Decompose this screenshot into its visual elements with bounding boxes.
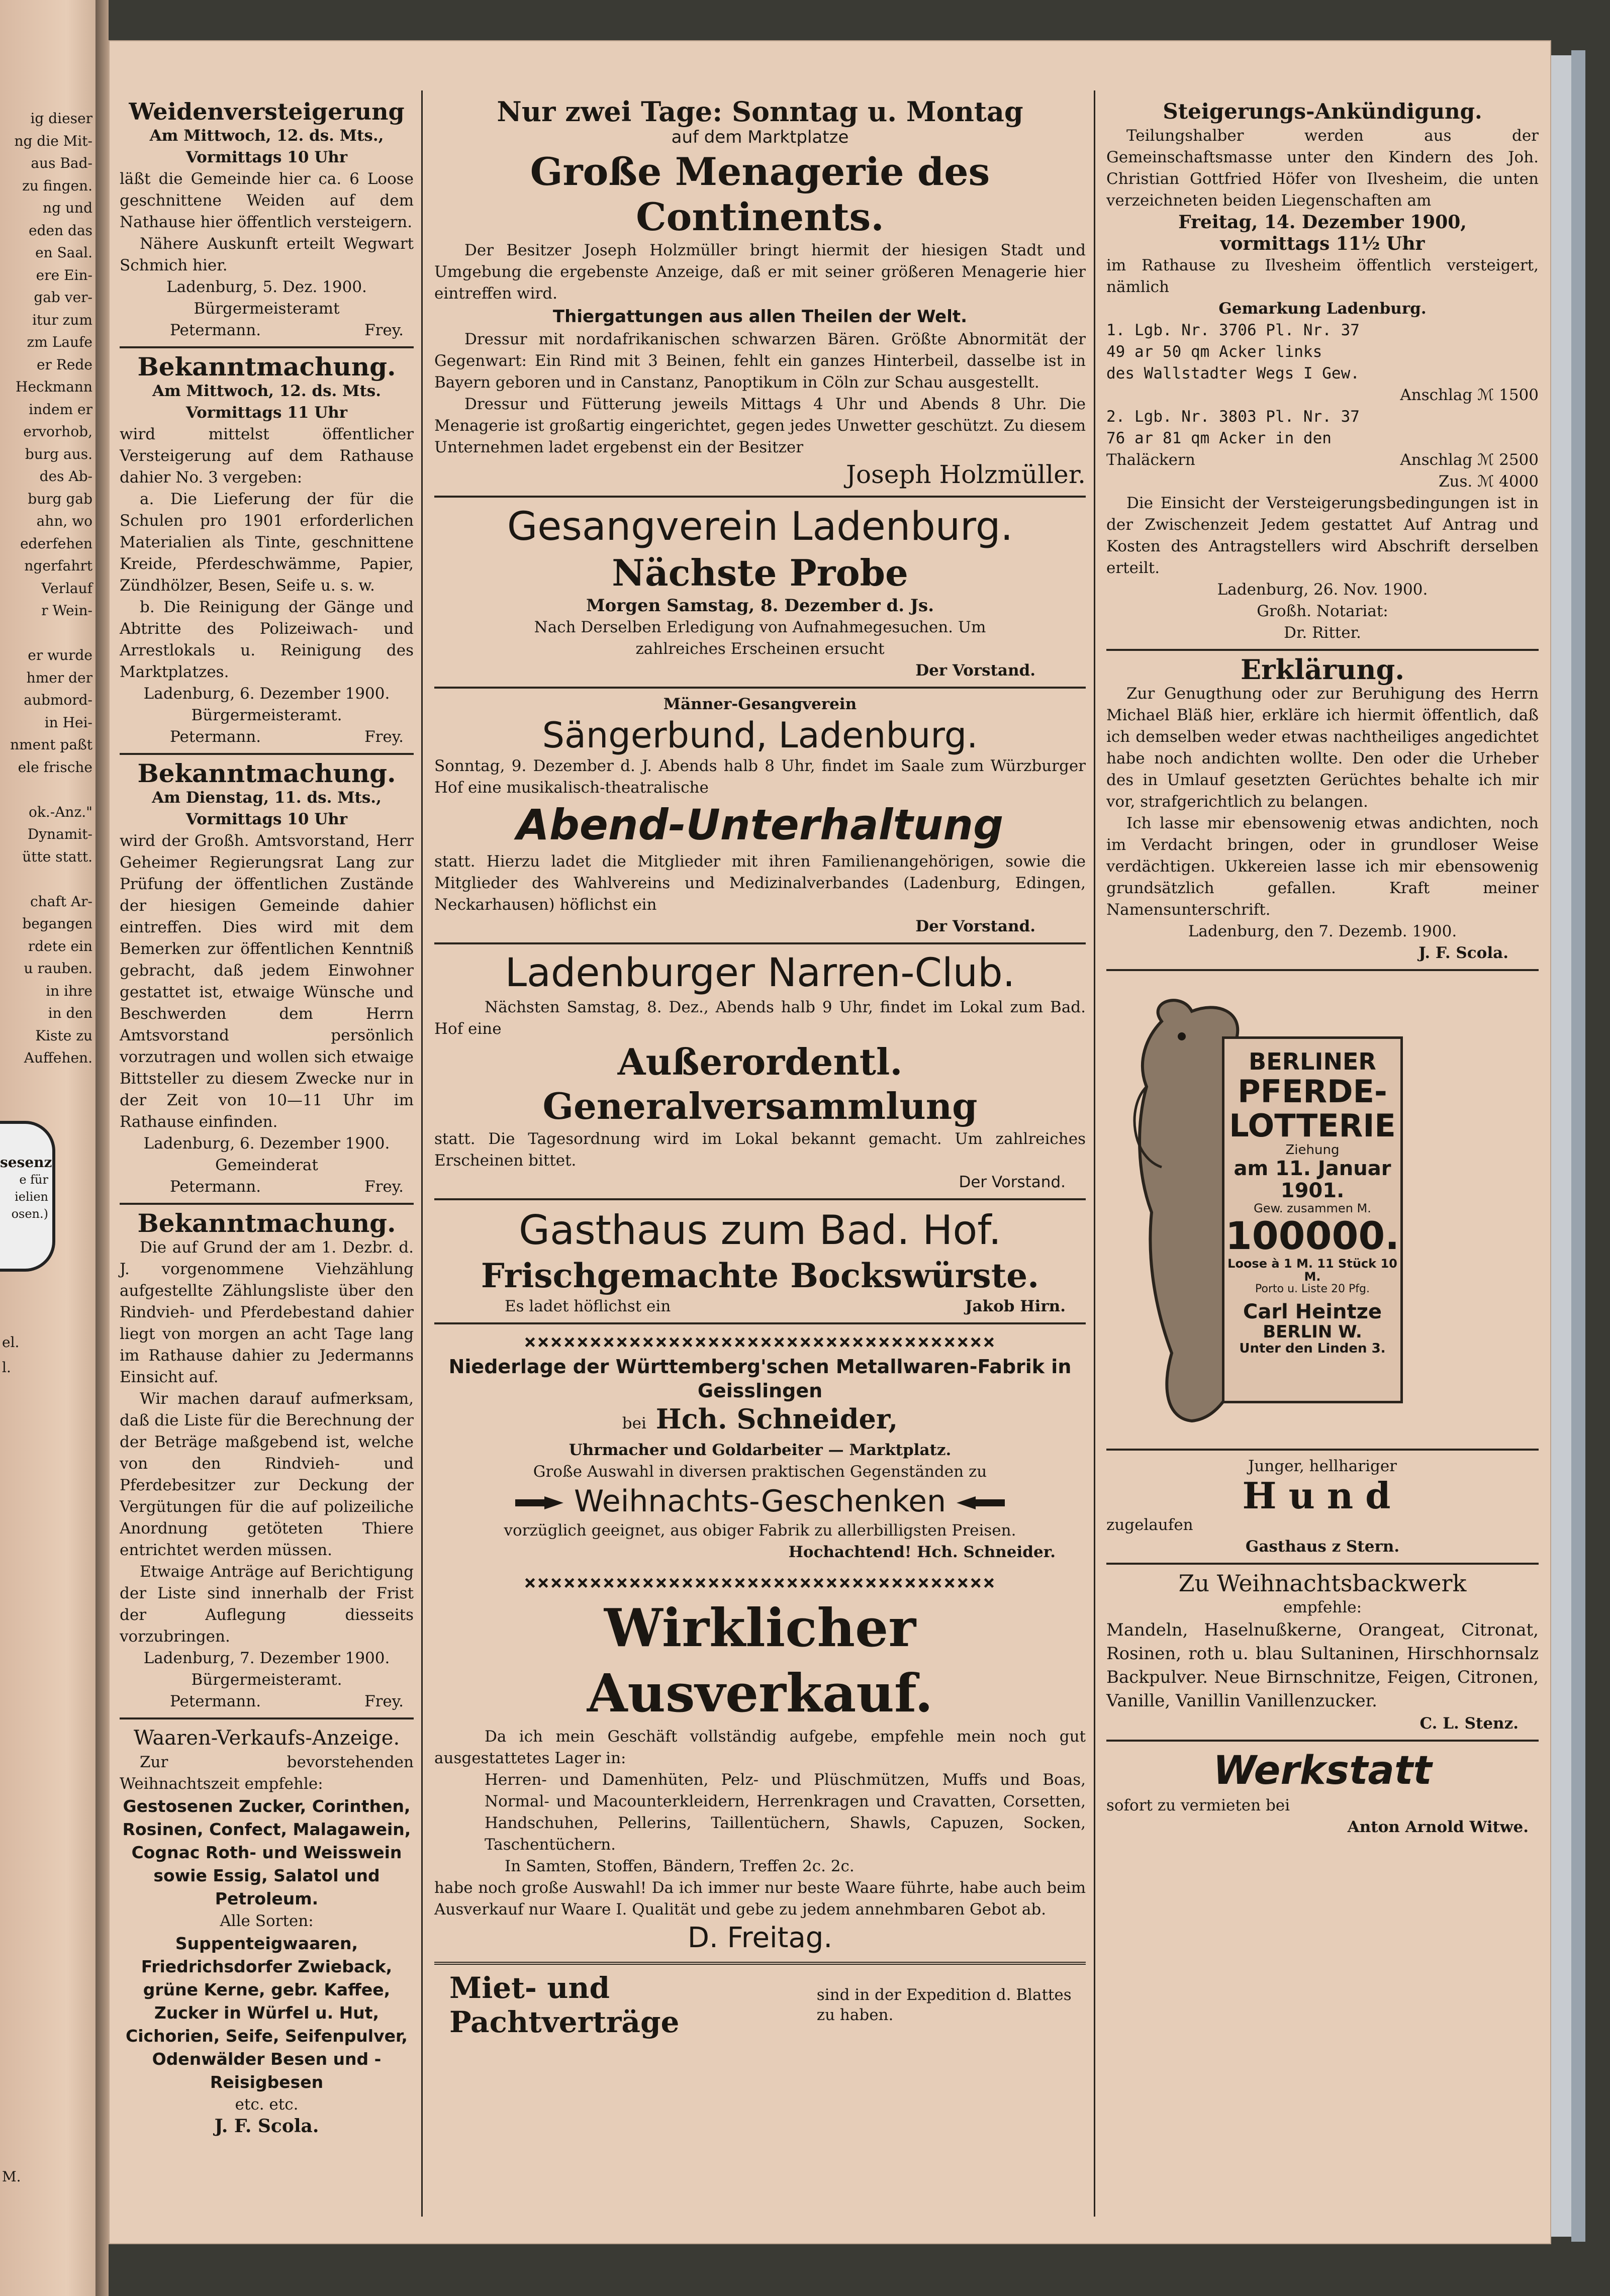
ad-title: Ladenburger Narren-Club. <box>505 950 1015 996</box>
column-middle <box>434 95 1086 2039</box>
ad-office: Gemeinderat <box>215 1156 318 1174</box>
ad-item-1a: 1. Lgb. Nr. 3706 Pl. Nr. 37 <box>1106 321 1360 339</box>
ad-narren-club <box>434 949 1086 1193</box>
ad-body-2: Dressur mit nordafrikanischen schwarzen Bären. Größte Abnormität der Gegenwart: Ein Rind mit 3 Beinen, fehlt ein ganzes Hinterbeil, dasselbe ist in Bayern geboren und in Canstanz, Panoptikum in Cöln zur Schau ausgestellt. <box>434 330 1086 392</box>
ad-info: Nähere Auskunft erteilt Wegwart Schmich hier. <box>120 235 414 274</box>
previous-page-fragment-line: er wurde <box>28 647 92 663</box>
previous-page-fragment-line: in ihre <box>46 982 92 999</box>
previous-page-fragment-line: r Wein- <box>41 602 92 619</box>
previous-page-fragment-line: ahn, wo <box>36 513 92 529</box>
previous-page-fragment-line: ütte statt. <box>22 848 92 865</box>
ad-title: Erklärung. <box>1240 653 1405 686</box>
ad-body: Mandeln, Haselnußkerne, Orangeat, Citronat, Rosinen, roth u. blau Sultaninen, Hirschhornsalz Backpulver. Neue Birnschnitze, Feigen, Citronen, Vanille, Vanillin Vanillenzucker. <box>1106 1620 1539 1711</box>
ad-bei: bei <box>622 1414 646 1432</box>
ad-signature: Jakob Hirn. <box>965 1297 1066 1315</box>
ad-body-3: Dressur und Fütterung jeweils Mittags 4 Uhr und Abends 8 Uhr. Die Menagerie ist großartig eingerichtet, gegen jedes Unwetter geschützt. Zu diesem Unternehmen ladet ergebenst ein der Besitzer <box>434 395 1086 456</box>
ad-item-a: a. Die Lieferung der für die Schulen pro 1901 erforderlichen Materialien als Tinte, geschnittene Kreide, Pferdeschwämme, Papier, Zündhölzer, Besen, Seife u. s. w. <box>120 490 414 595</box>
column-rule-1 <box>421 90 423 2217</box>
ad-signature: J. F. Scola. <box>214 2116 319 2137</box>
ad-pre: Männer-Gesangverein <box>663 695 857 713</box>
previous-page-fragment-line: ngerfahrt <box>24 557 92 574</box>
previous-page-fragment-line: chaft Ar- <box>30 893 92 910</box>
ad-place: Ladenburg, 26. Nov. 1900. <box>1217 581 1428 599</box>
previous-page-fragment-line: begangen <box>22 915 92 932</box>
ad-headline: Außerordentl. Generalversammlung <box>542 1040 978 1127</box>
ad-date: Am Dienstag, 11. ds. Mts., <box>152 789 382 807</box>
ad-signature: C. L. Stenz. <box>1419 1714 1519 1733</box>
previous-page-fragment-line: ng und <box>43 200 92 216</box>
ornament-row: ×××××××××××××××××××××××××××××××××××× <box>524 1330 996 1354</box>
ad-title: Miet- und Pachtverträge <box>449 1971 680 2039</box>
ad-body-3: Etwaige Anträge auf Berichtigung der Liste sind innerhalb der Frist der Auflegung diesseits vorzubringen. <box>120 1563 414 1646</box>
previous-page-fragment-line: eden das <box>29 222 92 239</box>
ad-title: Hund <box>1242 1474 1403 1517</box>
previous-page-fragment-line: Heckmann <box>16 378 92 395</box>
previous-page-fragment-line: ig dieser <box>30 110 92 127</box>
previous-page-fragment-line: ervorhob, <box>23 423 92 440</box>
ad-title: Gasthaus zum Bad. Hof. <box>518 1207 1002 1254</box>
ad-list-2: In Samten, Stoffen, Bändern, Treffen 2c. 2c. <box>505 1857 855 1875</box>
previous-page-fragment-line: aus Bad- <box>31 155 92 171</box>
pointing-hand-left-icon <box>956 1494 1006 1511</box>
pointing-hand-right-icon <box>514 1494 564 1511</box>
divider <box>1106 649 1539 651</box>
ad-place: Ladenburg, den 7. Dezemb. 1900. <box>1188 922 1457 940</box>
ad-body: sofort zu vermieten bei <box>1106 1796 1290 1814</box>
ad-title: Bekanntmachung. <box>137 352 396 381</box>
ad-body: vorzüglich geeignet, aus obiger Fabrik zu allerbilligsten Preisen. <box>504 1521 1016 1540</box>
ad-intro: Große Auswahl in diversen praktischen Gegenständen zu <box>533 1463 987 1481</box>
ad-sub: Alle Sorten: <box>220 1912 314 1930</box>
previous-page-frag-bottom-2: l. <box>2 1359 11 1376</box>
ad-signature: Dr. Ritter. <box>1284 624 1361 642</box>
column-rule-2 <box>1094 90 1095 2217</box>
binding-edge <box>1571 50 1585 2242</box>
divider <box>434 1322 1086 1324</box>
previous-page-fragment-line: ok.-Anz." <box>29 803 92 820</box>
ad-signature: Der Vorstand. <box>915 661 1035 680</box>
ad-time: Vormittags 10 Uhr <box>185 810 348 828</box>
ad-mid: Thiergattungen aus allen Theilen der Welt. <box>552 307 968 327</box>
ad-place: Ladenburg, 7. Dezember 1900. <box>143 1649 390 1667</box>
stamp-sub-2: ielien <box>15 1190 48 1204</box>
ad-headline: Weihnachts-Geschenken <box>574 1484 946 1519</box>
ad-signature: Hochachtend! Hch. Schneider. <box>788 1543 1056 1561</box>
previous-page-corner: M. <box>2 2168 21 2185</box>
ad-etc: etc. etc. <box>235 2095 299 2114</box>
previous-page-fragment-line: itur zum <box>32 311 92 328</box>
previous-page-fragment-line: aubmord- <box>24 692 92 708</box>
divider <box>120 1717 414 1719</box>
ad-place: Ladenburg, 5. Dez. 1900. <box>166 278 367 296</box>
ad-werkstatt <box>1106 1747 1539 1838</box>
sig-left: Petermann. <box>170 321 261 339</box>
previous-page-fragment-line: Verlauf <box>41 580 92 597</box>
lottery-line-1: BERLINER <box>1249 1048 1376 1075</box>
sig-right: Frey. <box>364 321 404 339</box>
ad-body: statt. Hierzu ladet die Mitglieder mit ihren Familienangehörigen, sowie die Mitglieder des Wahlvereins und Medizinalverbandes (Ladenburg, Edingen, Neckarhausen) höflichst ein <box>434 852 1086 914</box>
ad-erklaerung <box>1106 653 1539 964</box>
ad-gasthaus-bad-hof <box>434 1205 1086 1317</box>
ad-place: Ladenburg, 6. Dezember 1900. <box>143 685 390 703</box>
ad-item-1c: des Wallstadter Wegs I Gew. <box>1106 364 1360 382</box>
ad-title: Werkstatt <box>1213 1748 1432 1793</box>
ad-weihnachtsbackwerk <box>1106 1570 1539 1735</box>
newspaper-page <box>109 40 1551 2244</box>
ad-menagerie <box>434 95 1086 491</box>
stamp-sub-3: osen.) <box>11 1207 48 1221</box>
ad-body-2: im Rathause zu Ilvesheim öffentlich versteigert, nämlich <box>1106 256 1539 296</box>
lottery-line-3: LOTTERIE <box>1229 1107 1396 1144</box>
ad-date: Freitag, 14. Dezember 1900, <box>1178 212 1467 233</box>
ad-sum: Zus. ℳ 4000 <box>1438 472 1539 491</box>
ad-metallwaren <box>434 1329 1086 1563</box>
ad-list: Herren- und Damenhüten, Pelz- und Plüschmützen, Muffs und Boas, Normal- und Macounterkleidern, Herrenkragen und Cravatten, Corsetten, Handschuhen, Pellerins, Taillentüchern, Shawls, Capuzen, Socken, Taschentüchern. <box>485 1771 1086 1854</box>
sig-right: Frey. <box>364 728 404 746</box>
ad-vertraege <box>434 1971 1086 2039</box>
previous-page-fragment-line: er Rede <box>36 356 92 373</box>
ad-item-b: b. Die Reinigung der Gänge und Abtritte des Polizeiwach- und Arrestlokals u. Reinigung des Marktplatzes. <box>120 598 414 681</box>
lottery-line-11: Carl Heintze <box>1243 1300 1382 1323</box>
ad-bekanntmachung-3 <box>120 1210 414 1712</box>
ad-body-2: statt. Die Tagesordnung wird im Lokal bekannt gemacht. Um zahlreiches Erscheinen bittet. <box>434 1130 1086 1170</box>
divider <box>1106 1563 1539 1565</box>
lottery-line-6: 1901. <box>1280 1179 1345 1202</box>
ad-body: habe noch große Auswahl! Da ich immer nur beste Waare führte, habe auch beim Ausverkauf nur Waare I. Qualität und gebe zu jedem annehmbaren Gebot ab. <box>434 1879 1086 1919</box>
ad-body: sind in der Expedition d. Blattes zu haben. <box>816 1986 1072 2024</box>
ad-sub: Frischgemachte Bockswürste. <box>481 1256 1039 1295</box>
ad-office: Großh. Notariat: <box>1257 602 1388 620</box>
stamp-sub-1: e für <box>19 1173 48 1187</box>
sig-left: Petermann. <box>170 1178 261 1196</box>
previous-page-fragment-line: des Ab- <box>39 468 92 485</box>
previous-page-fragment-line: in Hei- <box>44 714 92 731</box>
sig-right: Frey. <box>364 1178 404 1196</box>
previous-page-fragment-line: zu fingen. <box>22 177 92 194</box>
previous-page-fragment-line: in den <box>48 1005 92 1021</box>
lottery-line-10: Porto u. Liste 20 Pfg. <box>1255 1283 1370 1296</box>
ad-signature: Der Vorstand. <box>915 917 1035 935</box>
lottery-poster <box>1222 1036 1403 1403</box>
ad-place: Ladenburg, 6. Dezember 1900. <box>143 1134 390 1153</box>
previous-page-frag-bottom-1: el. <box>2 1334 20 1351</box>
ad-bekanntmachung-1 <box>120 353 414 748</box>
ad-sub: auf dem Marktplatze <box>671 127 849 147</box>
ad-name: Hch. Schneider, <box>655 1403 898 1435</box>
ad-date: Morgen Samstag, 8. Dezember d. Js. <box>586 596 934 616</box>
ad-date: Sonntag, 9. Dezember d. J. Abends halb 8 Uhr, findet im Saale zum Würzburger Hof eine musikalisch-theatralische <box>434 757 1086 797</box>
ad-sub: Nächste Probe <box>612 551 908 594</box>
ad-title: Gesangverein Ladenburg. <box>507 504 1013 549</box>
ad-item-2c: Thaläckern <box>1106 451 1195 469</box>
ad-body: wird mittelst öffentlicher Versteigerung auf dem Rathause dahier No. 3 vergeben: <box>120 425 414 487</box>
previous-page-fragment-line: Auffehen. <box>24 1049 92 1066</box>
divider <box>434 496 1086 498</box>
lottery-line-13: Unter den Linden 3. <box>1239 1341 1386 1356</box>
ad-item-1d: Anschlag ℳ 1500 <box>1400 386 1539 404</box>
ad-sub: empfehle: <box>1283 1598 1362 1616</box>
ad-title: Zu Weihnachtsbackwerk <box>1178 1570 1467 1597</box>
ad-gesangverein <box>434 503 1086 682</box>
lottery-line-4: Ziehung <box>1285 1142 1340 1158</box>
ad-title: Wirklicher Ausverkauf. <box>587 1597 933 1724</box>
divider <box>434 1198 1086 1200</box>
ad-signature: Joseph Holzmüller. <box>845 460 1086 489</box>
divider <box>1106 1449 1539 1451</box>
previous-page-fragment-line: indem er <box>29 401 92 418</box>
ad-time: Vormittags 10 Uhr <box>185 148 348 166</box>
ad-bekanntmachung-2 <box>120 760 414 1198</box>
sig-left: Petermann. <box>170 728 261 746</box>
previous-page-fragment-line: rdete ein <box>28 937 92 954</box>
previous-page-fragment-line: ele frische <box>18 758 92 776</box>
column-right <box>1106 98 1539 1838</box>
lottery-line-9: Loose à 1 M. 11 Stück 10 M. <box>1227 1256 1397 1284</box>
ad-item-2a: 2. Lgb. Nr. 3803 Pl. Nr. 37 <box>1106 408 1360 426</box>
ad-weidenversteigerung <box>120 98 414 341</box>
ad-title: Weidenversteigerung <box>129 98 405 125</box>
stamp-text: sesenz <box>0 1154 52 1171</box>
ad-title: Sängerbund, Ladenburg. <box>542 715 978 756</box>
previous-page-fragment-line: Kiste zu <box>35 1027 92 1044</box>
ad-body-2: Ich lasse mir ebensowenig etwas andichten, noch im Verdacht bringen, oder in grundloser Weise verdächtigen. Ukkereien lasse ich mir ebensowenig grundsätzlich gefallen. Kraft meiner Namensunterschrift. <box>1106 814 1539 919</box>
lottery-line-8: 100000. <box>1225 1213 1400 1258</box>
ad-intro: Da ich mein Geschäft vollständig aufgebe, empfehle mein noch gut ausgestattetes Lager in: <box>434 1728 1086 1767</box>
ad-hund <box>1106 1456 1539 1558</box>
ad-body: Nächsten Samstag, 8. Dez., Abends halb 9 Uhr, findet im Lokal zum Bad. Hof eine <box>434 998 1086 1038</box>
column-left <box>120 98 414 2137</box>
ad-list-2: Suppenteigwaaren, Friedrichsdorfer Zwieback, grüne Kerne, gebr. Kaffee, Zucker in Würfel u. Hut, Cichorien, Seife, Seifenpulver, Odenwälder Besen und -Reisigbesen <box>126 1934 408 2092</box>
ad-title: Niederlage der Württemberg'schen Metallwaren-Fabrik in Geisslingen <box>448 1356 1072 1402</box>
ad-body: Teilungshalber werden aus der Gemeinschaftsmasse unter den Kindern des Joh. Christian Gottfried Höfer von Ilvesheim, die unten verzeichneten beiden Liegenschaften am <box>1106 127 1539 210</box>
previous-page-fragment-line: Dynamit- <box>27 826 92 842</box>
ad-body: Nach Derselben Erledigung von Aufnahmegesuchen. Um zahlreiches Erscheinen ersucht <box>534 618 986 658</box>
ad-body-1: Die auf Grund der am 1. Dezbr. d. J. vorgenommene Viehzählung aufgestellte Zählungsliste über den Rindvieh- und Pferdebestand dahier liegt von morgen an acht Tage lang im Rathause dahier zu Jedermanns Einsicht auf. <box>120 1238 414 1386</box>
ad-signature: J. F. Scola. <box>1418 944 1508 962</box>
ad-body: Zur Genugthung oder zur Beruhigung des Herrn Michael Bläß hier, erkläre ich hiermit öffentlich, daß ich demselben weder etwas nachtheiliges angedichtet habe noch andichten wollte. Den oder die Urheber des in Umlauf gesetzten Gerüchtes behalte ich mir vor, strafgerichtlich zu belangen. <box>1106 685 1539 811</box>
ad-steigerung <box>1106 98 1539 644</box>
ad-trade: Uhrmacher und Goldarbeiter — Marktplatz. <box>569 1441 952 1459</box>
previous-page-fragment-line: hmer der <box>26 669 92 686</box>
ad-time: vormittags 11½ Uhr <box>1220 233 1425 254</box>
previous-page-fragment-line: u rauben. <box>24 960 92 977</box>
ad-title: Bekanntmachung. <box>137 1208 396 1238</box>
ornament-row: ×××××××××××××××××××××××××××××××××××× <box>524 1571 996 1594</box>
book-gutter <box>96 0 109 2296</box>
ad-time: Vormittags 11 Uhr <box>185 404 348 422</box>
previous-page-fragment-line: ere Ein- <box>36 266 92 283</box>
ad-date: Am Mittwoch, 12. ds. Mts. <box>152 382 382 400</box>
sig-left: Petermann. <box>170 1692 261 1710</box>
ad-signature: Anton Arnold Witwe. <box>1347 1818 1529 1836</box>
divider <box>434 1962 1086 1965</box>
ad-item-1b: 49 ar 50 qm Acker links <box>1106 343 1322 361</box>
page-edge <box>1551 55 1571 2237</box>
lottery-line-7: Gew. zusammen M. <box>1254 1201 1371 1215</box>
ad-title: Bekanntmachung. <box>137 758 396 788</box>
ad-headline: Große Menagerie des Continents. <box>530 149 990 239</box>
previous-page-fragment-line: burg gab <box>28 490 92 507</box>
ad-list-1: Gestosenen Zucker, Corinthen, Rosinen, Confect, Malagawein, Cognac Roth- und Weisswein sowie Essig, Salatol und Petroleum. <box>122 1796 411 1908</box>
divider <box>434 942 1086 944</box>
ad-item-2d: Anschlag ℳ 2500 <box>1400 451 1539 469</box>
previous-page-fragment-line: zm Laufe <box>27 334 92 350</box>
ad-body: zugelaufen <box>1106 1516 1193 1534</box>
previous-page-fragment <box>0 0 96 2296</box>
divider <box>120 753 414 755</box>
ad-title: Waaren-Verkaufs-Anzeige. <box>133 1727 400 1750</box>
sig-right: Frey. <box>364 1692 404 1710</box>
ad-body-3: Die Einsicht der Versteigerungsbedingungen ist in der Zwischenzeit Jedem gestattet Auf Antrag und Kosten des Antragstellers wird Abschrift derselben erteilt. <box>1106 494 1539 577</box>
ad-gemarkung: Gemarkung Ladenburg. <box>1218 300 1427 318</box>
ad-date: Am Mittwoch, 12. ds. Mts., <box>149 127 384 145</box>
lottery-line-5: am 11. Januar <box>1234 1157 1391 1180</box>
ad-signature: D. Freitag. <box>687 1922 833 1954</box>
ad-office: Bürgermeisteramt <box>194 300 340 318</box>
ad-office: Bürgermeisteramt. <box>191 1671 342 1689</box>
previous-page-fragment-line: nment paßt <box>10 736 92 753</box>
ad-office: Bürgermeisteramt. <box>191 706 342 724</box>
previous-page-fragment-line: burg aus. <box>25 445 92 462</box>
ad-body: Der Besitzer Joseph Holzmüller bringt hiermit der hiesigen Stadt und Umgebung die ergebenste Anzeige, daß er mit seiner größeren Menagerie hier eintreffen wird. <box>434 241 1086 303</box>
divider <box>120 346 414 348</box>
ad-waaren-verkauf <box>120 1725 414 2137</box>
ad-body: läßt die Gemeinde hier ca. 6 Loose geschnittene Weiden auf dem Nathause hier öffentlich versteigern. <box>120 170 414 231</box>
previous-page-fragment-line: en Saal. <box>35 244 92 261</box>
ad-saengerbund <box>434 694 1086 937</box>
divider <box>1106 1740 1539 1742</box>
lottery-line-12: BERLIN W. <box>1263 1321 1362 1342</box>
ad-body-2: Wir machen darauf aufmerksam, daß die Liste für die Berechnung der der Beträge maßgebend ist, welche von den Rindvieh- und Pferdebesitzer zur Deckung der Vergütungen für die auf polizeiliche Anordnung getöteten Thiere entrichtet werden müssen. <box>120 1390 414 1559</box>
ad-signature: Der Vorstand. <box>959 1173 1066 1191</box>
lottery-line-2: PFERDE- <box>1238 1073 1387 1110</box>
ad-body: wird der Großh. Amtsvorstand, Herr Geheimer Regierungsrat Lang zur Prüfung der öffentlichen Zustände der hiesigen Gemeinde dahier eintreffen. Dies wird mit dem Bemerken zur öffentlichen Kenntniß gebracht, daß jedem Einwohner gestattet ist, etwaige Wünsche und Beschwerden dem Herrn Amtsvorstand persönlich vorzutragen und wollen sich etwaige Bittsteller zu diesem Zwecke nur in der Zeit von 10—11 Uhr im Rathause einfinden. <box>120 832 414 1131</box>
ad-intro: Zur bevorstehenden Weihnachtszeit empfehle: <box>120 1753 414 1793</box>
ad-item-2b: 76 ar 81 qm Acker in den <box>1106 429 1332 447</box>
previous-page-fragment-line: gab ver- <box>34 289 92 306</box>
ad-pre: Junger, hellhariger <box>1248 1457 1397 1475</box>
previous-page-stamp <box>0 1121 55 1272</box>
divider <box>1106 969 1539 971</box>
ad-pferdelotterie <box>1106 991 1539 1444</box>
previous-page-fragment-line: ng die Mit- <box>14 132 92 149</box>
ad-headline: Abend-Unterhaltung <box>516 800 1004 849</box>
ad-title: Steigerungs-Ankündigung. <box>1163 99 1482 124</box>
divider <box>434 687 1086 689</box>
previous-page-fragment-line: ederfehen <box>20 535 92 552</box>
divider <box>120 1203 414 1205</box>
ad-ausverkauf <box>434 1595 1086 1956</box>
ad-signature: Gasthaus z Stern. <box>1245 1538 1400 1556</box>
ad-body: Es ladet höflichst ein <box>505 1297 671 1315</box>
ad-title: Nur zwei Tage: Sonntag u. Montag <box>497 95 1023 128</box>
